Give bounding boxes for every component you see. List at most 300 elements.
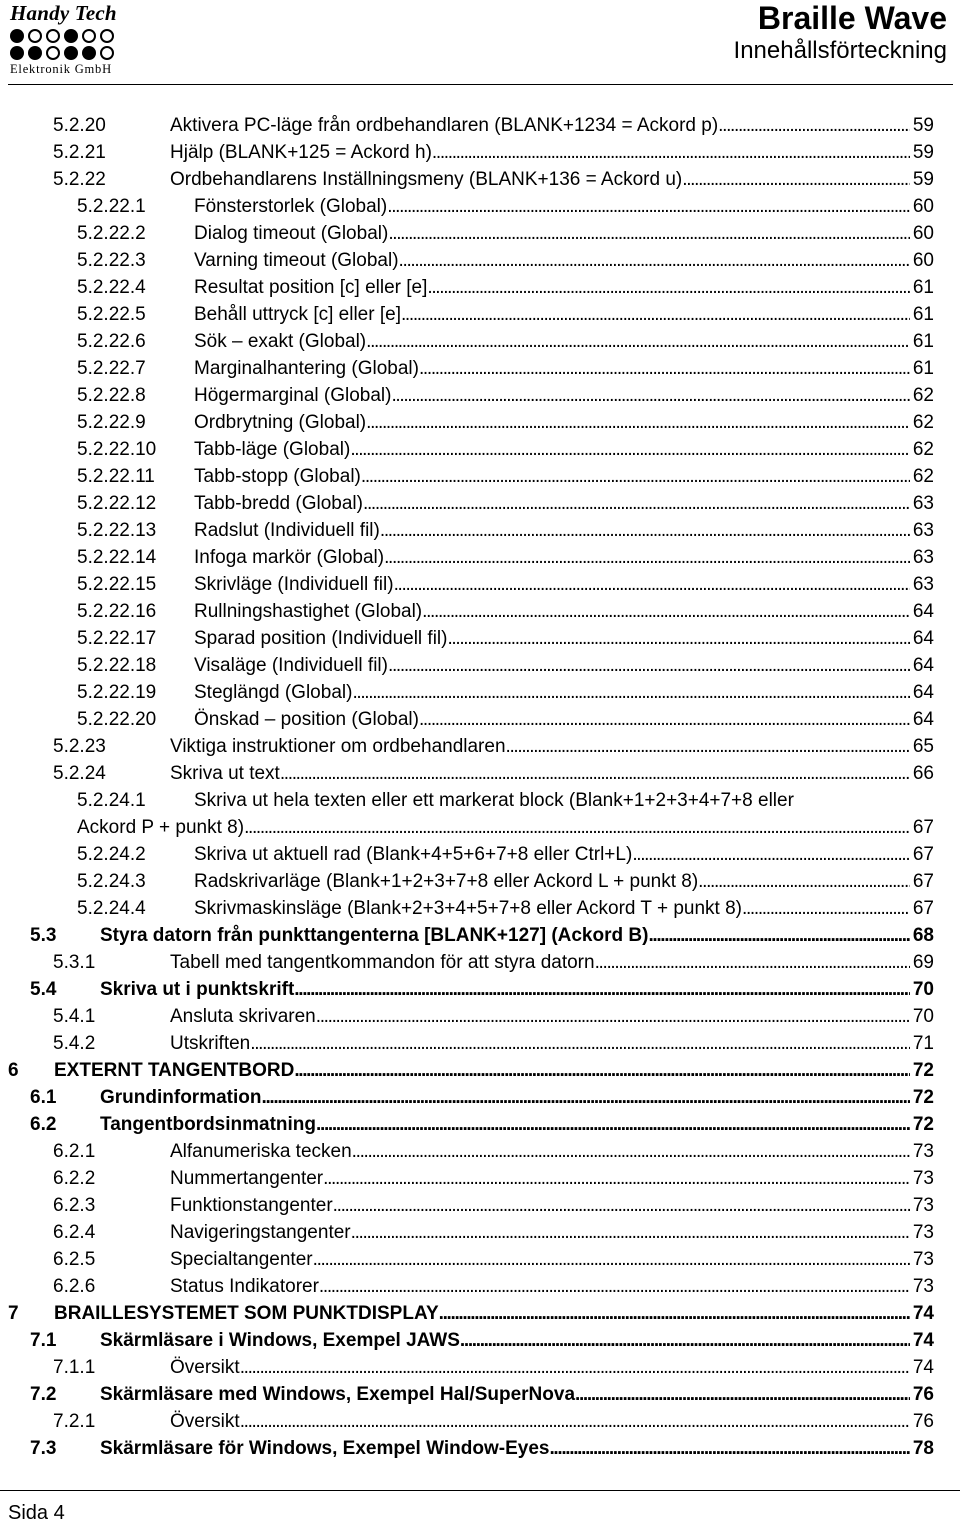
toc-entry-number: 5.2.22.13 (77, 520, 157, 541)
toc-entry[interactable] (0, 1084, 960, 1111)
dot-leader (391, 382, 909, 409)
toc-entry-number: 6.2 (30, 1114, 57, 1135)
toc-entry-body (170, 1030, 934, 1057)
toc-entry-body (194, 301, 934, 328)
toc-entry-page: 64 (912, 709, 934, 730)
toc-entry-number: 5.2.22.11 (77, 466, 155, 487)
toc-entry-page: 64 (912, 655, 934, 676)
toc-entry-number: 6.2.5 (53, 1249, 96, 1270)
toc-entry-title[interactable]: Grundinformation (100, 1087, 262, 1108)
toc-entry-title[interactable]: Radskrivarläge (Blank+1+2+3+7+8 eller Ackord L + punkt 8) (194, 871, 699, 892)
toc-entry-body (194, 652, 934, 679)
toc-entry-page: 59 (912, 169, 934, 190)
toc-entry-page: 67 (912, 844, 934, 865)
table-of-contents (0, 112, 960, 1462)
toc-entry-body (170, 1192, 934, 1219)
toc-entry-number: 5.2.24.1 (77, 790, 146, 811)
toc-entry-page: 64 (912, 601, 934, 622)
toc-entry-body (194, 490, 934, 517)
toc-entry[interactable] (0, 976, 960, 1003)
dot-leader (682, 166, 910, 193)
toc-entry-number: 5.2.20 (53, 115, 106, 136)
toc-entry-page: 73 (912, 1168, 934, 1189)
toc-entry-body (170, 1165, 934, 1192)
dot-leader (352, 1138, 910, 1165)
dot-leader (240, 1354, 910, 1381)
toc-entry-number: 5.3 (30, 925, 57, 946)
toc-entry-body (194, 409, 934, 436)
braille-row (10, 45, 130, 60)
toc-entry-body (194, 679, 934, 706)
toc-entry[interactable] (0, 841, 960, 868)
toc-entry-title[interactable]: Ordbrytning (Global) (194, 412, 367, 433)
braille-dot-empty (28, 29, 42, 43)
toc-entry-body (170, 112, 934, 139)
toc-entry-title[interactable]: Sparad position (Individuell fil) (194, 628, 448, 649)
toc-entry-page: 67 (912, 817, 934, 838)
toc-entry[interactable] (0, 436, 960, 463)
dot-leader (388, 220, 910, 247)
toc-entry-page: 74 (912, 1330, 934, 1351)
toc-entry-page: 72 (912, 1087, 934, 1108)
toc-entry[interactable] (0, 787, 960, 814)
toc-entry[interactable] (0, 112, 960, 139)
toc-entry[interactable] (0, 625, 960, 652)
toc-entry-page: 62 (912, 466, 934, 487)
dot-leader (447, 625, 909, 652)
toc-entry-number: 5.2.22.3 (77, 250, 146, 271)
toc-entry[interactable] (0, 1408, 960, 1435)
toc-entry-title[interactable]: Skärmläsare med Windows, Exempel Hal/SuperNova (100, 1384, 576, 1405)
toc-entry-number: 6 (8, 1060, 19, 1081)
toc-entry-number: 5.2.22.16 (77, 601, 157, 622)
toc-entry[interactable] (0, 355, 960, 382)
toc-entry-title[interactable]: Skriva ut aktuell rad (Blank+4+5+6+7+8 eller Ctrl+L) (194, 844, 633, 865)
toc-entry-number: 5.2.22.12 (77, 493, 157, 514)
toc-entry[interactable] (0, 247, 960, 274)
toc-entry-number: 5.4.1 (53, 1006, 96, 1027)
dot-leader (244, 814, 910, 841)
toc-entry-number: 5.2.22.15 (77, 574, 157, 595)
dot-leader (261, 1084, 909, 1111)
toc-entry-body (170, 166, 934, 193)
toc-entry-title[interactable]: Önskad – position (Global) (194, 709, 419, 730)
dot-leader (549, 1435, 909, 1462)
dot-leader (595, 949, 910, 976)
toc-entry-title[interactable]: EXTERNT TANGENTBORD (54, 1060, 295, 1081)
footer-divider (0, 1490, 960, 1491)
document-title: Braille Wave (757, 0, 947, 36)
toc-entry-title[interactable]: Aktivera PC-läge från ordbehandlaren (BLANK+1234 = Ackord p) (170, 115, 719, 136)
toc-entry-body (170, 1219, 934, 1246)
toc-entry[interactable] (0, 166, 960, 193)
toc-entry-page: 64 (912, 628, 934, 649)
logo-name: Handy Tech (10, 1, 117, 25)
toc-entry-body (194, 247, 934, 274)
toc-entry-title[interactable]: Behåll uttryck [c] eller [e] (194, 304, 401, 325)
dot-leader (401, 301, 910, 328)
toc-entry-number: 5.2.22.8 (77, 385, 146, 406)
toc-entry-page: 61 (912, 331, 934, 352)
dot-leader (316, 1111, 910, 1138)
toc-entry-number: 6.2.4 (53, 1222, 96, 1243)
toc-entry-number: 5.2.22.9 (77, 412, 146, 433)
dot-leader (240, 1408, 910, 1435)
toc-entry-title[interactable]: Skrivmaskinsläge (Blank+2+3+4+5+7+8 eller Ackord T + punkt 8) (194, 898, 742, 919)
toc-entry-number: 7.2 (30, 1384, 57, 1405)
dot-leader (422, 598, 910, 625)
toc-entry-title[interactable]: Nummertangenter (170, 1168, 324, 1189)
toc-entry-body (194, 220, 934, 247)
toc-entry-body (194, 517, 934, 544)
toc-entry-number: 7.3 (30, 1438, 57, 1459)
toc-entry-body (194, 706, 934, 733)
dot-leader (350, 436, 910, 463)
toc-entry-page: 60 (912, 250, 934, 271)
toc-entry-page: 63 (912, 520, 934, 541)
braille-dot-filled (10, 29, 24, 43)
toc-entry-page: 63 (912, 493, 934, 514)
dot-leader (366, 409, 910, 436)
toc-entry-page: 59 (912, 142, 934, 163)
toc-entry-number: 5.2.24.4 (77, 898, 146, 919)
dot-leader (399, 247, 910, 274)
toc-entry-number: 5.2.22.1 (77, 196, 146, 217)
toc-entry[interactable] (0, 571, 960, 598)
toc-entry[interactable] (0, 463, 960, 490)
toc-entry[interactable] (0, 706, 960, 733)
toc-entry-body (100, 922, 934, 949)
toc-entry-page: 62 (912, 385, 934, 406)
toc-entry-title[interactable]: Specialtangenter (170, 1249, 313, 1270)
toc-entry[interactable] (0, 1246, 960, 1273)
dot-leader (506, 733, 910, 760)
toc-entry[interactable] (0, 139, 960, 166)
toc-entry[interactable] (0, 1435, 960, 1462)
toc-entry-number: 7.1 (30, 1330, 57, 1351)
toc-entry-body (194, 274, 934, 301)
toc-entry-title[interactable]: Sök – exakt (Global) (194, 331, 367, 352)
toc-entry-title[interactable]: Steglängd (Global) (194, 682, 353, 703)
toc-entry-number: 5.2.24.2 (77, 844, 146, 865)
toc-entry[interactable] (0, 1381, 960, 1408)
toc-entry-page: 62 (912, 412, 934, 433)
toc-entry-body (100, 976, 934, 1003)
toc-entry-page: 73 (912, 1276, 934, 1297)
toc-entry[interactable] (0, 598, 960, 625)
toc-entry[interactable] (0, 1003, 960, 1030)
toc-entry[interactable] (0, 1273, 960, 1300)
toc-entry-title[interactable]: Översikt (170, 1357, 240, 1378)
dot-leader (648, 922, 909, 949)
header-divider (8, 84, 953, 85)
dot-leader (294, 1057, 910, 1084)
toc-entry-number: 5.2.22.18 (77, 655, 157, 676)
toc-entry[interactable] (0, 679, 960, 706)
toc-entry-page: 71 (912, 1033, 934, 1054)
toc-entry-title[interactable]: Navigeringstangenter (170, 1222, 351, 1243)
toc-entry-number: 5.3.1 (53, 952, 96, 973)
toc-entry-number: 5.2.22.2 (77, 223, 146, 244)
toc-entry-page: 67 (912, 898, 934, 919)
toc-entry-number: 5.4 (30, 979, 57, 1000)
toc-entry-body (170, 1003, 934, 1030)
toc-entry-page: 72 (912, 1114, 934, 1135)
braille-dot-filled (64, 29, 78, 43)
toc-entry-number: 5.2.24 (53, 763, 106, 784)
toc-entry-title[interactable]: Infoga markör (Global) (194, 547, 385, 568)
dot-leader (742, 895, 910, 922)
toc-entry-number: 5.2.23 (53, 736, 106, 757)
toc-entry[interactable] (0, 1219, 960, 1246)
dot-leader (460, 1327, 910, 1354)
toc-entry-page: 67 (912, 871, 934, 892)
toc-entry-body (170, 1408, 934, 1435)
toc-entry[interactable] (0, 895, 960, 922)
braille-dot-empty (82, 29, 96, 43)
dot-leader (718, 112, 910, 139)
toc-entry-page: 69 (912, 952, 934, 973)
toc-entry-title[interactable]: Viktiga instruktioner om ordbehandlaren (170, 736, 506, 757)
toc-entry-title[interactable]: Skriva ut i punktskrift (100, 979, 295, 1000)
toc-entry-title[interactable]: Alfanumeriska tecken (170, 1141, 352, 1162)
dot-leader (363, 490, 910, 517)
toc-entry-page: 73 (912, 1222, 934, 1243)
toc-entry-body (170, 1354, 934, 1381)
toc-entry-title[interactable]: Högermarginal (Global) (194, 385, 392, 406)
toc-entry-body (170, 1138, 934, 1165)
toc-entry[interactable] (0, 733, 960, 760)
dot-leader (352, 679, 909, 706)
toc-entry-body (194, 463, 934, 490)
toc-entry-page: 61 (912, 277, 934, 298)
braille-dot-filled (28, 46, 42, 60)
dot-leader (419, 706, 910, 733)
toc-entry-page: 72 (912, 1060, 934, 1081)
toc-entry[interactable] (0, 1030, 960, 1057)
toc-entry-title[interactable]: Varning timeout (Global) (194, 250, 399, 271)
braille-dots-logo (10, 28, 130, 60)
toc-entry-title[interactable]: Skriva ut hela texten eller ett markerat block (Blank+1+2+3+4+7+8 eller (194, 790, 794, 811)
toc-entry[interactable] (0, 760, 960, 787)
toc-entry-title[interactable]: Skrivläge (Individuell fil) (194, 574, 394, 595)
toc-entry-title[interactable]: Rullningshastighet (Global) (194, 601, 423, 622)
toc-entry-body (194, 328, 934, 355)
toc-entry-title[interactable]: Tabb-stopp (Global) (194, 466, 361, 487)
toc-entry[interactable] (0, 1327, 960, 1354)
braille-dot-filled (64, 46, 78, 60)
toc-entry[interactable] (0, 814, 960, 841)
toc-entry-title[interactable]: Fönsterstorlek (Global) (194, 196, 388, 217)
toc-entry-number: 5.2.22.10 (77, 439, 157, 460)
toc-entry-body (194, 895, 934, 922)
toc-entry[interactable] (0, 922, 960, 949)
toc-entry-title[interactable]: BRAILLESYSTEMET SOM PUNKTDISPLAY (54, 1303, 439, 1324)
toc-entry[interactable] (0, 949, 960, 976)
toc-entry-title[interactable]: Skärmläsare för Windows, Exempel Window-Eyes (100, 1438, 550, 1459)
dot-leader (294, 976, 910, 1003)
toc-entry-number: 7.1.1 (53, 1357, 96, 1378)
toc-entry[interactable] (0, 1111, 960, 1138)
braille-dot-empty (100, 29, 114, 43)
dot-leader (387, 193, 910, 220)
toc-entry-page: 59 (912, 115, 934, 136)
toc-entry-title[interactable]: Tabb-bredd (Global) (194, 493, 363, 514)
toc-entry[interactable] (0, 193, 960, 220)
toc-entry-number: 6.1 (30, 1087, 57, 1108)
toc-entry-body (170, 949, 934, 976)
toc-entry-title[interactable]: Status Indikatorer (170, 1276, 319, 1297)
toc-entry-number: 5.2.22.5 (77, 304, 146, 325)
toc-entry-body (170, 1246, 934, 1273)
toc-entry-body (194, 841, 934, 868)
toc-entry-number: 5.2.22.6 (77, 331, 146, 352)
dot-leader (316, 1003, 910, 1030)
dot-leader (394, 571, 910, 598)
toc-entry-page: 74 (912, 1357, 934, 1378)
toc-entry-page: 73 (912, 1141, 934, 1162)
braille-dot-empty (46, 46, 60, 60)
toc-entry-body (194, 787, 794, 814)
toc-entry-number: 5.2.22.7 (77, 358, 146, 379)
toc-entry-body (54, 1300, 934, 1327)
toc-entry[interactable] (0, 1300, 960, 1327)
toc-entry-body (170, 139, 934, 166)
dot-leader (323, 1165, 910, 1192)
toc-entry-title[interactable]: Tangentbordsinmatning (100, 1114, 317, 1135)
toc-entry-title[interactable]: Översikt (170, 1411, 240, 1432)
toc-entry-body (100, 1084, 934, 1111)
toc-entry-title[interactable]: Hjälp (BLANK+125 = Ackord h) (170, 142, 432, 163)
toc-entry-page: 63 (912, 547, 934, 568)
toc-entry-body (194, 571, 934, 598)
toc-entry-title[interactable]: Skärmläsare i Windows, Exempel JAWS (100, 1330, 460, 1351)
document-subtitle: Innehållsförteckning (733, 37, 947, 64)
toc-entry[interactable] (0, 544, 960, 571)
toc-entry[interactable] (0, 490, 960, 517)
toc-entry[interactable] (0, 274, 960, 301)
toc-entry-page: 74 (912, 1303, 934, 1324)
dot-leader (250, 1030, 910, 1057)
dot-leader (366, 328, 910, 355)
toc-entry-number: 5.2.21 (53, 142, 106, 163)
page-number: Sida 4 (8, 1502, 65, 1524)
toc-entry[interactable] (0, 1192, 960, 1219)
toc-entry[interactable] (0, 328, 960, 355)
dot-leader (575, 1381, 910, 1408)
toc-entry-number: 5.2.24.3 (77, 871, 146, 892)
toc-entry-page: 65 (912, 736, 934, 757)
toc-entry-title[interactable]: Utskriften (170, 1033, 251, 1054)
toc-entry-title[interactable]: Ansluta skrivaren (170, 1006, 316, 1027)
toc-entry-number: 7 (8, 1303, 19, 1324)
toc-entry-title[interactable]: Tabell med tangentkommandon för att styra datorn (170, 952, 595, 973)
toc-entry[interactable] (0, 1165, 960, 1192)
toc-entry-page: 60 (912, 196, 934, 217)
toc-entry-page: 60 (912, 223, 934, 244)
toc-entry-body (170, 733, 934, 760)
dot-leader (361, 463, 910, 490)
dot-leader (384, 544, 910, 571)
toc-entry[interactable] (0, 868, 960, 895)
toc-entry[interactable] (0, 1354, 960, 1381)
toc-entry-number: 5.2.22.19 (77, 682, 157, 703)
dot-leader (380, 517, 910, 544)
toc-entry-page: 61 (912, 358, 934, 379)
toc-entry-number: 5.2.22.14 (77, 547, 157, 568)
toc-entry-body (194, 355, 934, 382)
toc-entry-number: 5.2.22.4 (77, 277, 146, 298)
toc-entry-title[interactable]: Resultat position [c] eller [e] (194, 277, 428, 298)
toc-entry-title[interactable]: Tabb-läge (Global) (194, 439, 351, 460)
toc-entry-page: 63 (912, 574, 934, 595)
toc-entry-page: 66 (912, 763, 934, 784)
toc-entry[interactable] (0, 1138, 960, 1165)
toc-entry-number: 5.2.22 (53, 169, 106, 190)
braille-dot-filled (10, 46, 24, 60)
toc-entry[interactable] (0, 517, 960, 544)
dot-leader (319, 1273, 910, 1300)
toc-entry-title[interactable]: Styra datorn från punkttangenterna [BLANK+127] (Ackord B) (100, 925, 649, 946)
toc-entry-body (170, 760, 934, 787)
toc-entry[interactable] (0, 1057, 960, 1084)
toc-entry-title[interactable]: Dialog timeout (Global) (194, 223, 389, 244)
toc-entry-number: 6.2.6 (53, 1276, 96, 1297)
toc-entry[interactable] (0, 301, 960, 328)
toc-entry-title[interactable]: Visaläge (Individuell fil) (194, 655, 388, 676)
toc-entry-page: 68 (912, 925, 934, 946)
toc-entry-page: 61 (912, 304, 934, 325)
toc-entry-body (100, 1435, 934, 1462)
toc-entry-body (77, 814, 934, 841)
dot-leader (427, 274, 909, 301)
toc-entry[interactable] (0, 220, 960, 247)
toc-entry-title[interactable]: Ackord P + punkt 8) (77, 817, 245, 838)
braille-dot-empty (100, 46, 114, 60)
toc-entry-page: 64 (912, 682, 934, 703)
toc-entry-body (194, 868, 934, 895)
toc-entry-body (194, 382, 934, 409)
toc-entry-page: 70 (912, 979, 934, 1000)
toc-entry-title[interactable]: Skriva ut text (170, 763, 280, 784)
toc-entry-body (194, 436, 934, 463)
toc-entry[interactable] (0, 382, 960, 409)
toc-entry-number: 6.2.3 (53, 1195, 96, 1216)
toc-entry-body (170, 1273, 934, 1300)
toc-entry-page: 73 (912, 1195, 934, 1216)
dot-leader (333, 1192, 910, 1219)
dot-leader (698, 868, 910, 895)
toc-entry[interactable] (0, 652, 960, 679)
dot-leader (388, 652, 910, 679)
toc-entry-title[interactable]: Ordbehandlarens Inställningsmeny (BLANK+136 = Ackord u) (170, 169, 683, 190)
dot-leader (439, 1300, 910, 1327)
dot-leader (632, 841, 910, 868)
company-logo (10, 2, 134, 76)
toc-entry-number: 5.4.2 (53, 1033, 96, 1054)
toc-entry-title[interactable]: Radslut (Individuell fil) (194, 520, 380, 541)
braille-dot-filled (82, 46, 96, 60)
toc-entry-page: 78 (912, 1438, 934, 1459)
toc-entry-title[interactable]: Marginalhantering (Global) (194, 358, 419, 379)
toc-entry-body (194, 625, 934, 652)
toc-entry-title[interactable]: Funktionstangenter (170, 1195, 333, 1216)
toc-entry-body (100, 1327, 934, 1354)
toc-entry-number: 7.2.1 (53, 1411, 96, 1432)
toc-entry[interactable] (0, 409, 960, 436)
dot-leader (351, 1219, 910, 1246)
braille-row (10, 28, 130, 43)
